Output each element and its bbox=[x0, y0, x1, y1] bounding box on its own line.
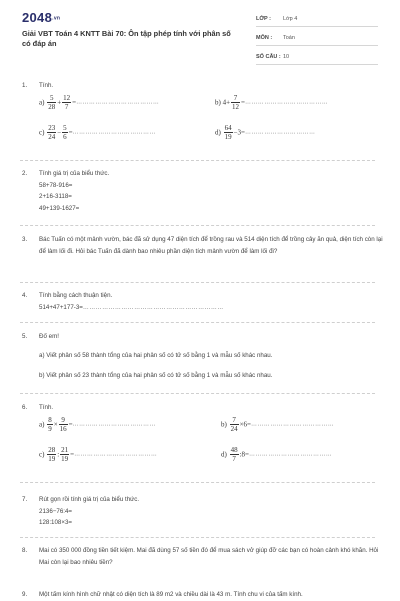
denominator: 12 bbox=[232, 103, 240, 111]
divider bbox=[20, 482, 375, 483]
q1c bbox=[39, 124, 156, 141]
sub-question: b) Viết phân số 23 thành tổng của hai phân số có tử số bằng 1 và mẫu số khác nhau. bbox=[39, 372, 273, 379]
numerator: 12 bbox=[63, 94, 71, 102]
operator: × bbox=[239, 420, 244, 429]
question-number: 5. bbox=[22, 333, 28, 340]
operator: − bbox=[57, 128, 62, 137]
denominator: 19 bbox=[224, 133, 232, 141]
logo-text: 2048 bbox=[22, 10, 53, 25]
equals: = bbox=[70, 450, 75, 459]
denominator: 24 bbox=[230, 425, 238, 433]
equals: = bbox=[68, 128, 73, 137]
page-header bbox=[0, 0, 400, 60]
numerator: 5 bbox=[63, 124, 67, 132]
denominator: 7 bbox=[232, 455, 236, 463]
numerator: 48 bbox=[230, 446, 238, 454]
denominator: 9 bbox=[48, 425, 52, 433]
divider bbox=[20, 537, 375, 538]
fraction bbox=[224, 124, 233, 141]
meta-key: SỐ CÂU : bbox=[256, 54, 281, 60]
expression-line: 128:108×3= bbox=[39, 519, 73, 526]
operator: × bbox=[53, 420, 58, 429]
item-label: c) bbox=[39, 450, 45, 459]
fraction bbox=[62, 94, 71, 111]
denominator: 7 bbox=[64, 103, 69, 111]
question-text: Mai có 350 000 đồng tiền tiết kiệm. Mai đã dùng 57 số tiền đó để mua sách vở giúp đỡ các bạn có hoàn cảnh khó khăn. Hỏi Mai còn lại bao nhiêu tiền? bbox=[39, 547, 379, 566]
fraction bbox=[60, 446, 69, 463]
whole-number: 3 bbox=[237, 128, 242, 137]
page-title: Giải VBT Toán 4 KNTT Bài 70: Ôn tập phép tính với phân số có đáp án bbox=[22, 29, 231, 48]
expression-line: 58+78-916= bbox=[39, 181, 73, 189]
whole-number: 4 bbox=[222, 98, 227, 107]
answer-blank[interactable]: ………………………………… bbox=[245, 99, 329, 106]
question-number: 2. bbox=[22, 170, 28, 177]
numerator: 7 bbox=[230, 416, 239, 425]
denominator: 16 bbox=[59, 425, 67, 433]
operator: + bbox=[226, 98, 231, 107]
expression-line: 2136−76:4= bbox=[39, 507, 73, 515]
expression-line: 49+139-1627= bbox=[39, 204, 80, 212]
operator: + bbox=[57, 98, 62, 107]
equals: = bbox=[68, 420, 73, 429]
numerator: 23 bbox=[48, 124, 56, 132]
q1a bbox=[39, 94, 159, 111]
item-label: b) bbox=[221, 420, 227, 429]
fraction bbox=[47, 94, 56, 111]
fraction bbox=[47, 416, 53, 433]
question-number: 6. bbox=[22, 404, 28, 411]
answer-blank[interactable]: ………………………………… bbox=[251, 421, 335, 428]
numerator: 7 bbox=[231, 94, 240, 103]
denominator: 28 bbox=[48, 103, 56, 111]
site-logo[interactable] bbox=[22, 10, 60, 25]
answer-blank[interactable]: ………………………………………………………… bbox=[82, 304, 224, 311]
fraction bbox=[230, 416, 239, 433]
equals: = bbox=[241, 128, 245, 137]
answer-blank[interactable]: …………………………… bbox=[245, 129, 316, 136]
divider bbox=[20, 282, 375, 283]
meta-value: 10 bbox=[283, 54, 290, 60]
fraction bbox=[230, 446, 239, 463]
expression-line: 514+47+177-3= bbox=[39, 303, 83, 311]
sub-question: a) Viết phân số 58 thành tổng của hai phân số có tử số bằng 1 và mẫu số khác nhau. bbox=[39, 351, 273, 359]
meta-count bbox=[256, 50, 378, 65]
item-label: b) bbox=[215, 98, 221, 107]
item-label: d) bbox=[215, 128, 221, 137]
question-text: Bác Tuấn có một mảnh vườn, bác đã sử dụng 47 diện tích để trồng rau và 514 diện tích để trồng cây ăn quả, diện tích còn lại để làm lối đi. Hỏi bác Tuấn đã dành bao nhiêu phần diện tích mảnh vườn để làm lối đi? bbox=[39, 236, 383, 255]
numerator: 8 bbox=[48, 416, 52, 424]
q6d bbox=[221, 446, 332, 463]
answer-blank[interactable]: ………………………………… bbox=[76, 99, 160, 106]
question-number: 8. bbox=[22, 547, 28, 554]
q6b bbox=[221, 416, 334, 433]
numerator: 28 bbox=[48, 446, 56, 454]
question-number: 1. bbox=[22, 82, 28, 89]
whole-number: 6 bbox=[243, 420, 248, 429]
divider bbox=[20, 225, 375, 226]
operator: : bbox=[57, 450, 60, 459]
question-title: Tính bằng cách thuận tiện. bbox=[39, 292, 113, 299]
item-label: a) bbox=[39, 420, 45, 429]
operator: : bbox=[239, 450, 242, 459]
q1d bbox=[215, 124, 315, 141]
question-number: 9. bbox=[22, 591, 28, 598]
equals: = bbox=[247, 420, 251, 429]
denominator: 6 bbox=[63, 133, 67, 141]
logo-suffix: .vn bbox=[52, 15, 61, 22]
fraction bbox=[47, 124, 56, 141]
operator: − bbox=[233, 128, 238, 137]
equals: = bbox=[245, 450, 249, 459]
meta-key: LỚP : bbox=[256, 16, 271, 22]
numerator: 64 bbox=[224, 124, 232, 132]
question-title: Tính. bbox=[39, 82, 54, 89]
equals: = bbox=[72, 98, 77, 107]
meta-class bbox=[256, 12, 378, 27]
fraction bbox=[47, 446, 56, 463]
meta-value: Toán bbox=[283, 35, 295, 41]
meta-key: MÔN : bbox=[256, 35, 273, 41]
divider bbox=[20, 322, 375, 323]
denominator: 19 bbox=[61, 455, 69, 463]
equals: = bbox=[241, 98, 245, 107]
item-label: c) bbox=[39, 128, 45, 137]
item-label: a) bbox=[39, 98, 45, 107]
fraction bbox=[62, 124, 68, 141]
answer-blank[interactable]: ………………………………… bbox=[72, 421, 156, 428]
question-title: Đố em! bbox=[39, 333, 59, 340]
item-label: d) bbox=[221, 450, 227, 459]
divider bbox=[20, 393, 375, 394]
numerator: 21 bbox=[61, 446, 69, 454]
question-text: Một tấm kính hình chữ nhật có diện tích là 89 m2 và chiều dài là 43 m. Tính chu vi của tấm kính. bbox=[39, 591, 303, 598]
answer-blank[interactable]: ………………………………… bbox=[72, 129, 156, 136]
question-title: Tính. bbox=[39, 404, 54, 411]
question-number: 3. bbox=[22, 236, 28, 243]
denominator: 19 bbox=[48, 455, 56, 463]
expression-line: 2+16-3118= bbox=[39, 193, 72, 200]
fraction bbox=[231, 94, 240, 111]
answer-blank[interactable]: ………………………………… bbox=[249, 451, 333, 458]
divider bbox=[20, 160, 375, 161]
question-title: Tính giá trị của biểu thức. bbox=[39, 170, 110, 177]
q1b bbox=[215, 94, 328, 111]
question-number: 7. bbox=[22, 496, 28, 503]
question-title: Rút gọn rồi tính giá trị của biểu thức. bbox=[39, 496, 140, 503]
q6c bbox=[39, 446, 157, 463]
meta-subject bbox=[256, 31, 378, 46]
numerator: 9 bbox=[59, 416, 68, 425]
whole-number: 8 bbox=[241, 450, 246, 459]
q6a bbox=[39, 416, 156, 433]
question-number: 4. bbox=[22, 292, 28, 299]
fraction bbox=[59, 416, 68, 433]
numerator: 5 bbox=[47, 94, 56, 103]
denominator: 24 bbox=[48, 133, 56, 141]
meta-panel bbox=[256, 12, 378, 69]
meta-value: Lớp 4 bbox=[283, 16, 298, 22]
answer-blank[interactable]: ………………………………… bbox=[74, 451, 158, 458]
